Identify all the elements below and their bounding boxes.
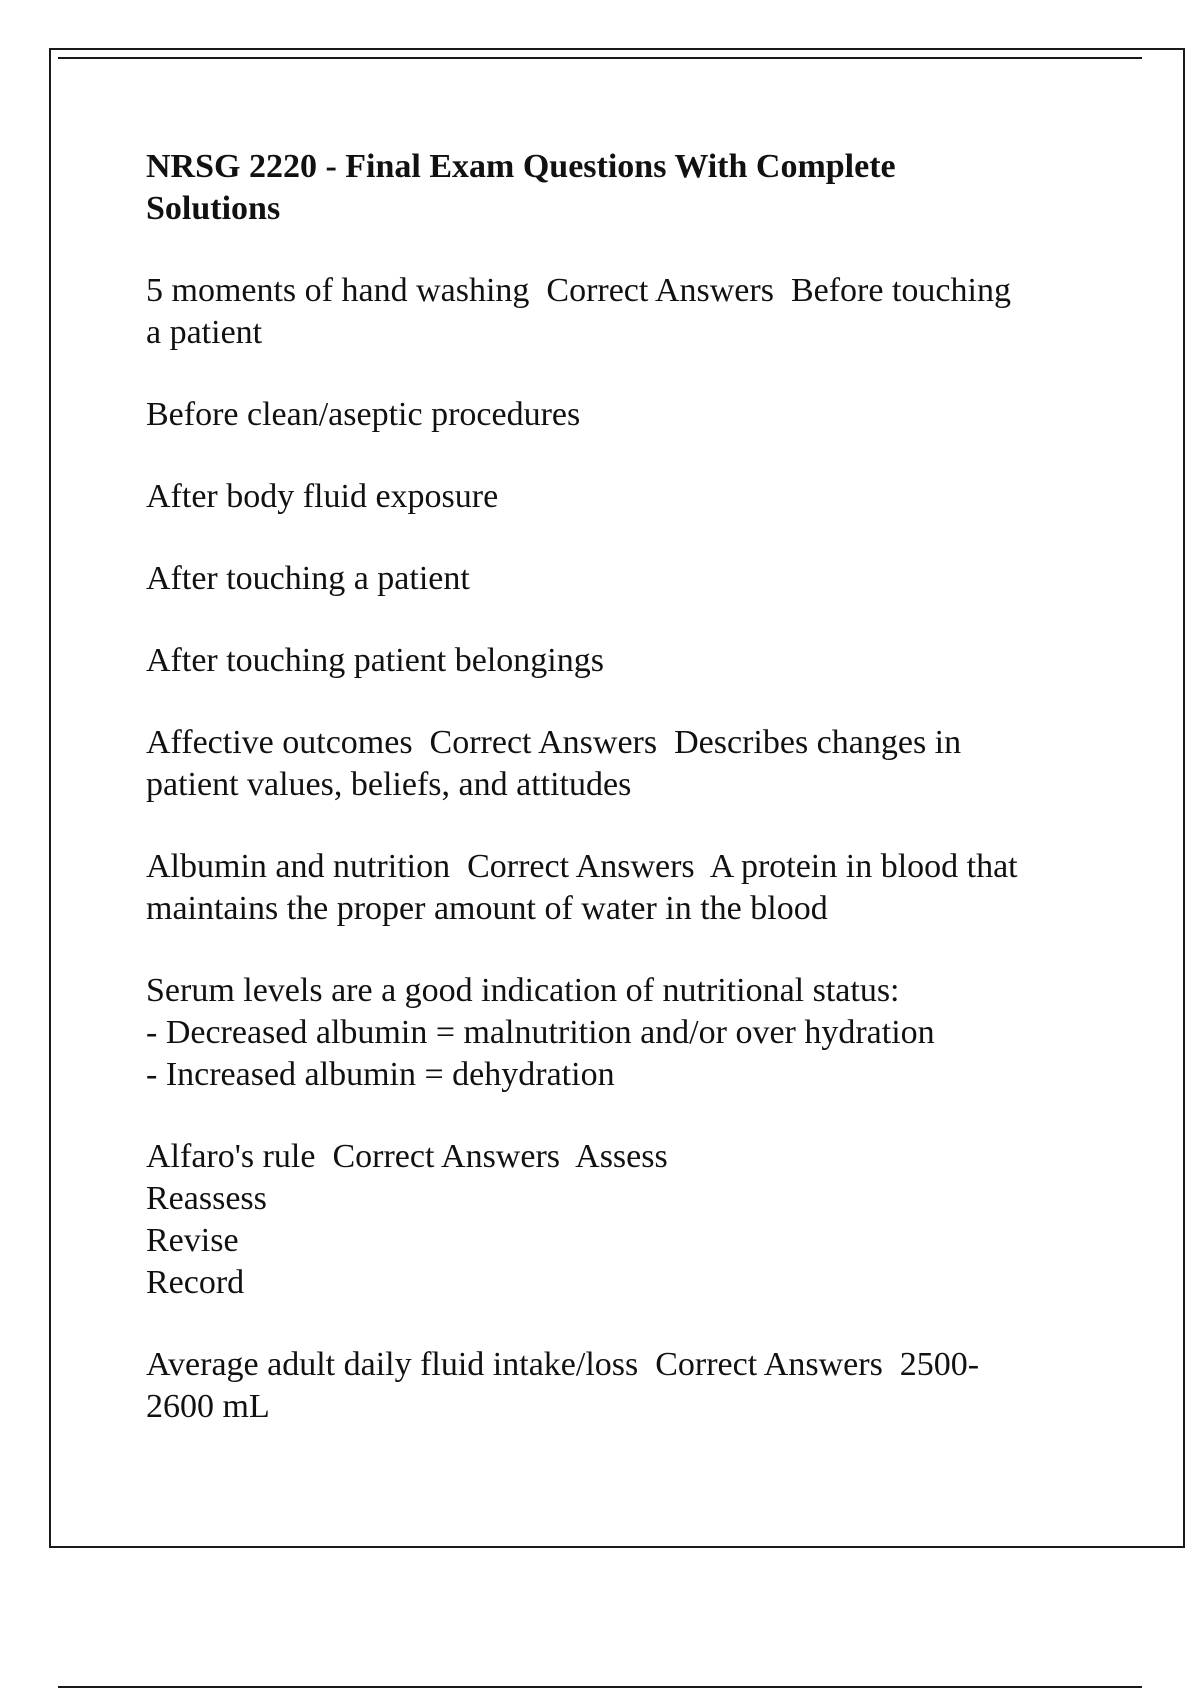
- text-line: Record: [146, 1264, 245, 1301]
- text-line: Affective outcomes Correct Answers Describes changes in: [146, 724, 962, 761]
- paragraph-fluid-intake: [146, 1344, 1106, 1428]
- paragraph-aseptic: [146, 394, 1106, 436]
- text-line: After body fluid exposure: [146, 478, 499, 515]
- paragraph-after-touching-belongings: [146, 640, 1106, 682]
- paragraph-alfaros-rule: [146, 1136, 1106, 1304]
- text-line: Reassess: [146, 1180, 267, 1217]
- paragraph-after-touching-patient: [146, 558, 1106, 600]
- text-line: maintains the proper amount of water in the blood: [146, 890, 828, 927]
- top-rule: [58, 57, 1142, 59]
- text-line: a patient: [146, 314, 263, 351]
- text-line: patient values, beliefs, and attitudes: [146, 766, 632, 803]
- text-line: 2600 mL: [146, 1388, 270, 1425]
- document-body: [146, 146, 1106, 1468]
- title-line: Solutions: [146, 190, 281, 227]
- title-line: NRSG 2220 - Final Exam Questions With Complete: [146, 148, 896, 185]
- paragraph-serum-levels: [146, 970, 1106, 1096]
- paragraph-albumin: [146, 846, 1106, 930]
- paragraph-affective-outcomes: [146, 722, 1106, 806]
- text-line: Serum levels are a good indication of nutritional status:: [146, 972, 900, 1009]
- text-line: Revise: [146, 1222, 239, 1259]
- text-line: Alfaro's rule Correct Answers Assess: [146, 1138, 668, 1175]
- text-line: - Increased albumin = dehydration: [146, 1056, 615, 1093]
- document-title: [146, 146, 1006, 230]
- text-line: 5 moments of hand washing Correct Answers Before touching: [146, 272, 1011, 309]
- text-line: After touching patient belongings: [146, 642, 604, 679]
- text-line: Before clean/aseptic procedures: [146, 396, 581, 433]
- text-line: - Decreased albumin = malnutrition and/or over hydration: [146, 1014, 935, 1051]
- paragraph-hand-washing: [146, 270, 1106, 354]
- text-line: Albumin and nutrition Correct Answers A protein in blood that: [146, 848, 1018, 885]
- text-line: Average adult daily fluid intake/loss Correct Answers 2500-: [146, 1346, 980, 1383]
- paragraph-body-fluid: [146, 476, 1106, 518]
- text-line: After touching a patient: [146, 560, 470, 597]
- bottom-rule: [58, 1686, 1142, 1688]
